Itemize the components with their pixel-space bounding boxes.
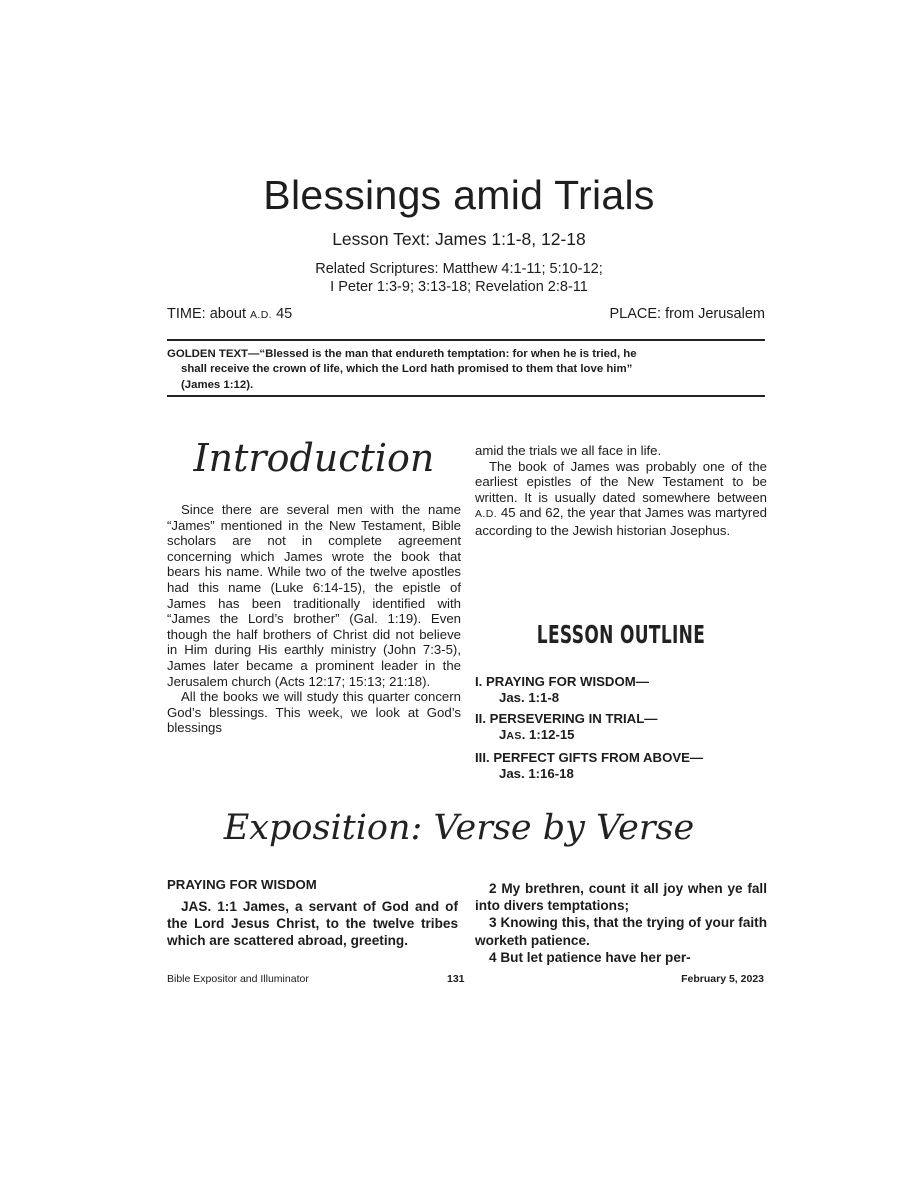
outline-item-ref: Jas. 1:1-8 [499,689,560,705]
divider-bottom [167,395,765,397]
time-label: TIME: about [167,306,251,322]
exposition-heading: Exposition: Verse by Verse [223,808,695,848]
time-year: 45 [272,306,293,322]
intro-paragraph-2: All the books we will study this quarter concern God’s blessings. This week, we look at God’s blessings [167,689,461,736]
intro-p3-era: A.D. [475,508,498,521]
verse-column-right [475,880,767,966]
golden-line-1: GOLDEN TEXT—“Blessed is the man that endureth temptation: for when he is tried, he [167,348,637,360]
divider-top [167,339,765,341]
time-info [167,306,292,322]
time-era: A.D. [250,309,273,321]
intro-p3-part-b: 45 and 62, the year that James was martyred according to the Jewish historian Josephus. [475,505,767,538]
outline-item-ref [475,727,767,745]
intro-paragraph-3 [475,459,767,539]
section-heading: PRAYING FOR WISDOM [167,877,317,892]
intro-paragraph-1: Since there are several men with the name “James” mentioned in the New Testament, Bible scholars are not in complete agreement concerning which James wrote the book that bears his name. While two of the twelve apostles had this name (Luke 6:14-15), the epistle of James has been traditionally identified with “James the Lord’s brother” (Gal. 1:19). Even though the half brothers of Christ did not believe in Him during His earthly ministry (John 7:3-5), James later became a prominent leader in the Jerusalem church (Acts 12:17; 15:13; 21:18). [167,502,461,689]
intro-p3-part-a: The book of James was probably one of the earliest epistles of the New Testament to be written. It is usually dated somewhere between [475,458,767,505]
footer-page-number: 131 [447,973,465,985]
verse-column-left [167,898,458,950]
introduction-column-left [167,502,461,736]
outline-ref-a: J [499,726,507,742]
outline-item-label: II. PERSEVERING IN TRIAL— [475,711,658,727]
verse-2: 2 My brethren, count it all joy when ye fall into divers temptations; [475,881,767,914]
lesson-text-reference: Lesson Text: James 1:1-8, 12-18 [332,229,586,249]
footer-publication: Bible Expositor and Illuminator [167,973,309,985]
related-line-2: I Peter 1:3-9; 3:13-18; Revelation 2:8-11 [330,279,588,295]
golden-line-2: shall receive the crown of life, which the Lord hath promised to them that love him” [181,363,633,376]
intro-paragraph-2-continued: amid the trials we all face in life. [475,443,662,458]
outline-item-label: III. PERFECT GIFTS FROM ABOVE— [475,750,704,766]
related-line-1: Related Scriptures: Matthew 4:1-11; 5:10-12; [315,261,603,277]
outline-ref-sc: AS [506,729,522,742]
outline-item-label: I. PRAYING FOR WISDOM— [475,674,649,689]
golden-text [167,347,765,393]
outline-item-ref: Jas. 1:16-18 [499,765,574,781]
lesson-title: Blessings amid Trials [263,172,655,218]
outline-item [475,711,767,744]
verse-1: JAS. 1:1 James, a servant of God and of the Lord Jesus Christ, to the twelve tribes which are scattered abroad, greeting. [167,899,458,949]
outline-ref-b: . 1:12-15 [521,726,575,742]
place-info: PLACE: from Jerusalem [609,306,765,322]
golden-line-3: (James 1:12). [181,378,254,391]
introduction-heading: Introduction [193,436,435,480]
introduction-column-right [475,443,767,539]
lesson-outline-heading: LESSON OUTLINE [536,620,706,649]
footer-date: February 5, 2023 [681,973,764,985]
related-scriptures [0,260,918,296]
verse-3: 3 Knowing this, that the trying of your faith worketh patience. [475,915,767,948]
verse-4: 4 But let patience have her per- [489,949,691,965]
outline-item [475,750,767,781]
outline-item [475,674,767,705]
lesson-outline-list [475,674,767,788]
